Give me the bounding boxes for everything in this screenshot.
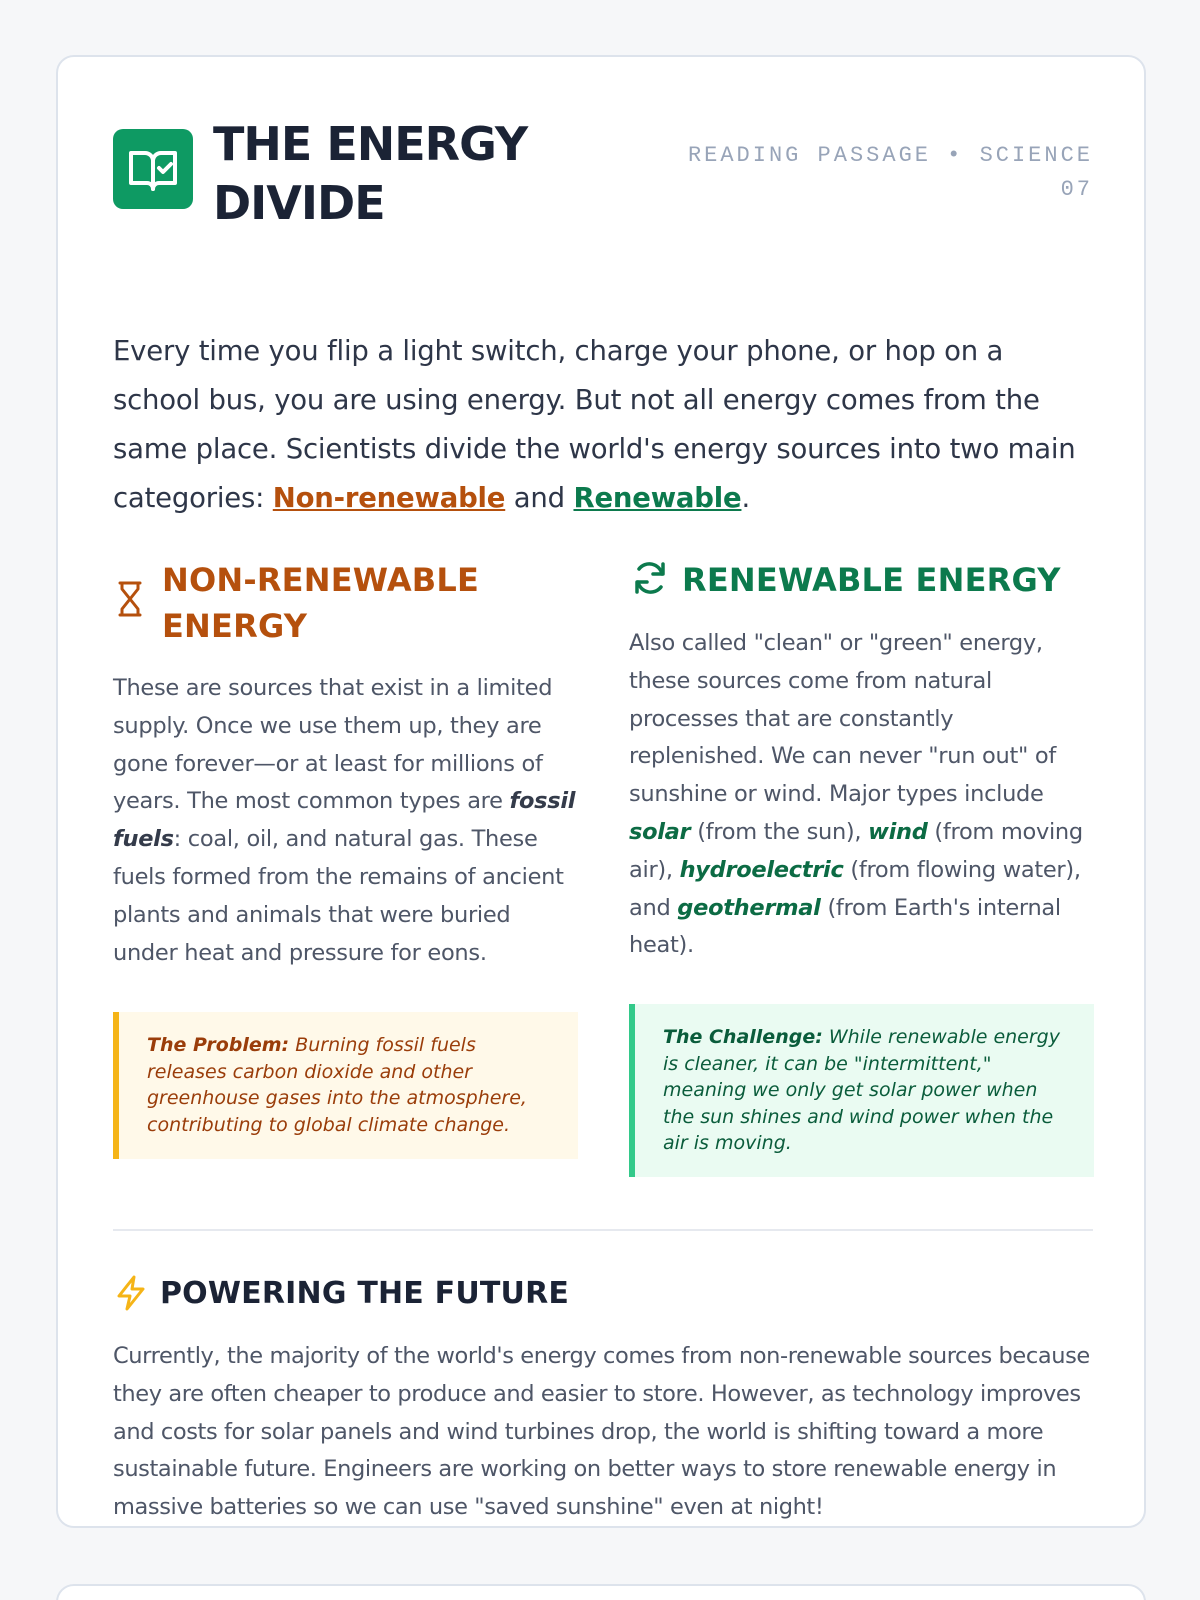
- renewable-body-part: Also called "clean" or "green" energy, these sources come from natural processes that are constantly replenished. We can never "run out" of sunshine or wind. Major types include: [629, 630, 1056, 808]
- nonrenewable-link[interactable]: Non-renewable: [272, 482, 506, 514]
- challenge-callout: [629, 1004, 1094, 1177]
- future-body: Currently, the majority of the world's energy comes from non-renewable sources because they are often cheaper to produce and easier to store. However, as technology improves and costs for solar panels and wind turbines drop, the world is shifting toward a more sustainable future. Engineers are working on better ways to store renewable energy in massive batteries so we can use "saved sunshine" even at night!: [113, 1343, 1090, 1521]
- renewable-body-part: (from moving air),: [629, 818, 1083, 883]
- challenge-text: While renewable energy is cleaner, it can be "intermittent," meaning we only get solar power when the sun shines and wind power when the air is moving.: [663, 1026, 1060, 1154]
- nonrenewable-body-part: These are sources that exist in a limited supply. Once we use them up, they are gone forever—or at least for millions of years. The most common types are: [113, 675, 553, 815]
- intro-and: and: [505, 482, 574, 514]
- intro-paragraph: [113, 327, 1098, 523]
- renewable-header: [629, 557, 1094, 607]
- problem-callout: [113, 1012, 578, 1159]
- nonrenewable-section: [113, 557, 578, 1136]
- hourglass-icon: [117, 581, 143, 617]
- passage-kicker: READING PASSAGE • SCIENCE 07: [687, 143, 1093, 202]
- page-title: THE ENERGY DIVIDE: [213, 117, 528, 230]
- renewable-body-part: (from the sun),: [690, 818, 869, 845]
- fossil-fuels-term: fossil fuels: [113, 788, 576, 853]
- intro-period: .: [741, 482, 750, 514]
- renewable-title: RENEWABLE ENERGY: [682, 561, 1061, 599]
- renewable-body-part: (from flowing water), and: [629, 856, 1081, 921]
- nonrenewable-body: [113, 670, 578, 972]
- problem-label: The Problem:: [147, 1034, 290, 1056]
- renewable-section: [629, 557, 1094, 1154]
- nonrenewable-body-part: : coal, oil, and natural gas. These fuels formed from the remains of ancient plants and animals that were buried under heat and pressure for eons.: [113, 826, 564, 966]
- section-divider: [113, 1229, 1093, 1231]
- hydroelectric-term: hydroelectric: [679, 856, 844, 883]
- refresh-icon: [631, 559, 669, 597]
- logo-badge: [113, 129, 193, 209]
- future-header: [113, 1271, 1093, 1321]
- nonrenewable-title: NON-RENEWABLE ENERGY: [162, 561, 480, 645]
- geothermal-term: geothermal: [677, 894, 821, 921]
- passage-card: [56, 55, 1146, 1528]
- wind-term: wind: [868, 818, 928, 845]
- challenge-label: The Challenge:: [663, 1026, 823, 1048]
- intro-text: Every time you flip a light switch, charge your phone, or hop on a school bus, you are using energy. But not all energy comes from the same place. Scientists divide the world's energy sources into two main categories:: [113, 335, 1076, 514]
- next-card: [56, 1584, 1146, 1600]
- renewable-body-part: (from Earth's internal heat).: [629, 894, 1061, 959]
- renewable-link[interactable]: Renewable: [573, 482, 742, 514]
- book-check-icon: [125, 141, 181, 197]
- future-title: POWERING THE FUTURE: [160, 1276, 570, 1311]
- nonrenewable-header: [113, 557, 578, 645]
- lightning-icon: [115, 1275, 147, 1311]
- renewable-body: [629, 625, 1094, 965]
- problem-text: Burning fossil fuels releases carbon dioxide and other greenhouse gases into the atmosphere, contributing to global climate change.: [147, 1034, 527, 1136]
- solar-term: solar: [629, 818, 691, 845]
